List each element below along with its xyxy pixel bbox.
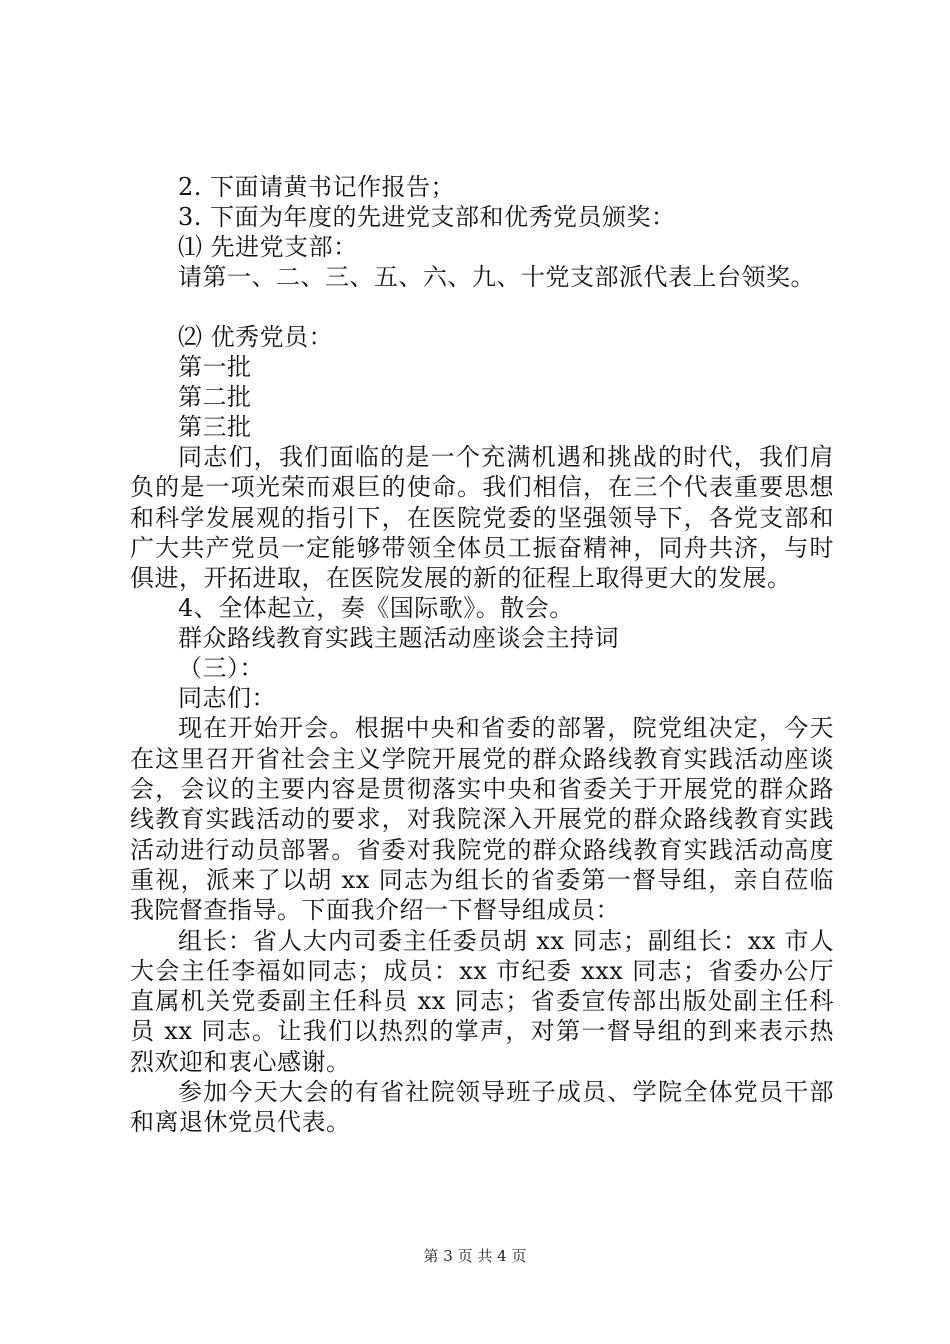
item-branch-invite: 请第一、二、三、五、六、九、十党支部派代表上台领奖。 [178,263,815,291]
batch-1: 第一批 [178,353,252,381]
salutation: 同志们： [178,684,276,713]
item-anthem: 4、全体起立，奏《国际歌》。散会。 [178,594,574,623]
page-footer: 第 3 页 共 4 页 [423,1247,527,1265]
batch-2: 第二批 [178,383,252,411]
item-report: 2. 下面请黄书记作报告； [178,173,456,201]
item-advanced-branch: ⑴ 先进党支部： [178,233,358,261]
paragraph-members: 组长：省人大内司委主任委员胡 xx 同志；副组长：xx 市人大会主任李福如同志；成员：xx 市纪委 xxx 同志；省委办公厅直属机关党委副主任科员 xx 同志；省委宣传部出版处副主任科员 xx 同志。让我们以热烈的掌声，对第一督导组的到来表示热烈欢迎和衷心感谢。 [130,926,834,1076]
blank-line [130,292,834,322]
paragraph-opening: 现在开始开会。根据中央和省委的部署，院党组决定，今天在这里召开省社会主义学院开展党的群众路线教育实践活动座谈会，会议的主要内容是贯彻落实中央和省委关于开展党的群众路线教育实践活动的要求，对我院深入开展党的群众路线教育实践活动进行动员部署。省委对我院党的群众路线教育实践活动高度重视，派来了以胡 xx 同志为组长的省委第一督导组，亲自莅临我院督查指导。下面我介绍一下督导组成员： [130,714,834,925]
section-title: 群众路线教育实践主题活动座谈会主持词 [178,624,619,653]
item-awards: 3. 下面为年度的先进党支部和优秀党员颁奖： [178,203,676,231]
item-excellent-members: ⑵ 优秀党员： [178,323,334,351]
batch-3: 第三批 [178,413,252,441]
paragraph-attendees: 参加今天大会的有省社院领导班子成员、学院全体党员干部和离退休党员代表。 [130,1078,834,1137]
section-number: （三）： [178,654,264,683]
paragraph-closing: 同志们，我们面临的是一个充满机遇和挑战的时代，我们肩负的是一项光荣而艰巨的使命。我们相信，在三个代表重要思想和科学发展观的指引下，在医院党委的坚强领导下，各党支部和广大共产党员一定能够带领全体员工振奋精神，同舟共济，与时俱进，开拓进取，在医院发展的新的征程上取得更大的发展。 [130,443,834,593]
document-body [130,172,834,1138]
